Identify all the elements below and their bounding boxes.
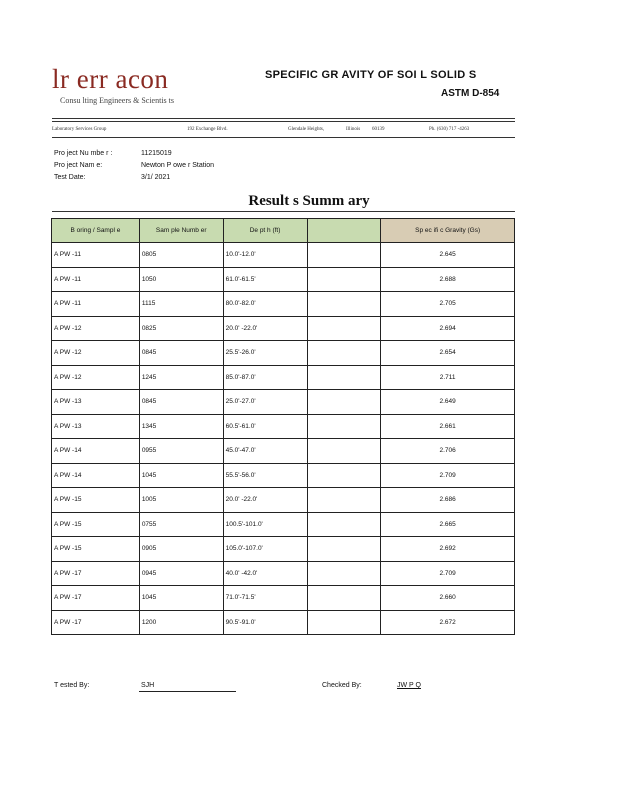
company-logo: lr err acon [52, 64, 169, 94]
table-row [52, 561, 515, 586]
cell-depth: 60.5'-61.0' [223, 414, 307, 439]
cell-specific-gravity: 2.711 [381, 365, 515, 390]
cell-boring: A PW -12 [52, 365, 140, 390]
cell-boring: A PW -15 [52, 488, 140, 513]
section-title: Result s Summ ary [248, 193, 370, 209]
tested-by-value: SJH [141, 682, 155, 689]
cell-specific-gravity: 2.665 [381, 512, 515, 537]
cell-blank [307, 341, 381, 366]
cell-sample-number: 1345 [139, 414, 223, 439]
cell-specific-gravity: 2.649 [381, 390, 515, 415]
table-row [52, 341, 515, 366]
cell-specific-gravity: 2.706 [381, 439, 515, 464]
table-row [52, 365, 515, 390]
cell-blank [307, 243, 381, 268]
cell-specific-gravity: 2.660 [381, 586, 515, 611]
cell-boring: A PW -11 [52, 267, 140, 292]
results-table [51, 218, 515, 635]
cell-specific-gravity: 2.709 [381, 561, 515, 586]
cell-sample-number: 0845 [139, 341, 223, 366]
cell-boring: A PW -13 [52, 390, 140, 415]
table-row [52, 414, 515, 439]
cell-blank [307, 292, 381, 317]
header-sample-number: Sam ple Numb er [139, 219, 223, 243]
table-row [52, 439, 515, 464]
cell-specific-gravity: 2.686 [381, 488, 515, 513]
cell-boring: A PW -11 [52, 243, 140, 268]
cell-sample-number: 1115 [139, 292, 223, 317]
cell-boring: A PW -15 [52, 537, 140, 562]
table-row [52, 243, 515, 268]
header-rule [52, 121, 515, 122]
cell-specific-gravity: 2.654 [381, 341, 515, 366]
cell-blank [307, 561, 381, 586]
project-number-value: 11215019 [141, 150, 172, 157]
cell-sample-number: 0755 [139, 512, 223, 537]
cell-sample-number: 0845 [139, 390, 223, 415]
cell-blank [307, 512, 381, 537]
address-street: 192 Exchange Blvd. [187, 127, 228, 132]
table-row [52, 512, 515, 537]
cell-depth: 55.5'-56.0' [223, 463, 307, 488]
address-zip: 60139 [372, 127, 385, 132]
cell-sample-number: 1005 [139, 488, 223, 513]
cell-boring: A PW -15 [52, 512, 140, 537]
project-number-label: Pro ject Nu mbe r : [54, 150, 113, 157]
project-name-label: Pro ject Nam e: [54, 162, 103, 169]
cell-depth: 20.0' -22.0' [223, 316, 307, 341]
header-blank [307, 219, 381, 243]
company-tagline: Consu lting Engineers & Scientis ts [60, 96, 174, 105]
cell-blank [307, 610, 381, 635]
cell-boring: A PW -17 [52, 561, 140, 586]
cell-sample-number: 0905 [139, 537, 223, 562]
checked-by-value: JW P Q [397, 682, 421, 689]
cell-specific-gravity: 2.705 [381, 292, 515, 317]
cell-specific-gravity: 2.688 [381, 267, 515, 292]
test-date-label: Test Date: [54, 174, 86, 181]
cell-depth: 40.0' -42.0' [223, 561, 307, 586]
cell-boring: A PW -12 [52, 341, 140, 366]
cell-boring: A PW -13 [52, 414, 140, 439]
page-title: SPECIFIC GR AVITY OF SOI L SOLID S [265, 69, 477, 81]
cell-depth: 10.0'-12.0' [223, 243, 307, 268]
table-row [52, 586, 515, 611]
cell-depth: 71.0'-71.5' [223, 586, 307, 611]
cell-depth: 80.0'-82.0' [223, 292, 307, 317]
cell-depth: 25.5'-26.0' [223, 341, 307, 366]
table-row [52, 610, 515, 635]
table-row [52, 463, 515, 488]
cell-specific-gravity: 2.694 [381, 316, 515, 341]
test-date-value: 3/1/ 2021 [141, 174, 171, 181]
cell-sample-number: 0945 [139, 561, 223, 586]
table-row [52, 267, 515, 292]
cell-boring: A PW -17 [52, 586, 140, 611]
section-rule [52, 211, 515, 212]
cell-specific-gravity: 2.645 [381, 243, 515, 268]
checked-by-label: Checked By: [322, 682, 362, 689]
cell-specific-gravity: 2.692 [381, 537, 515, 562]
table-row [52, 390, 515, 415]
cell-blank [307, 414, 381, 439]
address-rule [52, 137, 515, 138]
cell-depth: 85.0'-87.0' [223, 365, 307, 390]
table-row [52, 316, 515, 341]
standard-label: ASTM D-854 [441, 88, 500, 99]
cell-blank [307, 439, 381, 464]
cell-sample-number: 1200 [139, 610, 223, 635]
cell-boring: A PW -17 [52, 610, 140, 635]
cell-depth: 100.5'-101.0' [223, 512, 307, 537]
cell-depth: 61.0'-61.5' [223, 267, 307, 292]
cell-depth: 20.0' -22.0' [223, 488, 307, 513]
cell-blank [307, 488, 381, 513]
cell-specific-gravity: 2.672 [381, 610, 515, 635]
cell-depth: 90.5'-91.0' [223, 610, 307, 635]
header-depth: De pt h (ft) [223, 219, 307, 243]
address-group: Laboratory Services Group [52, 127, 107, 132]
cell-sample-number: 1045 [139, 586, 223, 611]
cell-blank [307, 365, 381, 390]
cell-specific-gravity: 2.661 [381, 414, 515, 439]
cell-depth: 25.0'-27.0' [223, 390, 307, 415]
cell-depth: 105.0'-107.0' [223, 537, 307, 562]
cell-sample-number: 1245 [139, 365, 223, 390]
cell-blank [307, 390, 381, 415]
table-row [52, 488, 515, 513]
cell-boring: A PW -11 [52, 292, 140, 317]
table-header-row [52, 219, 515, 243]
cell-boring: A PW -14 [52, 439, 140, 464]
cell-blank [307, 586, 381, 611]
cell-sample-number: 1050 [139, 267, 223, 292]
cell-blank [307, 267, 381, 292]
header-specific-gravity: Sp ec ifi c Gravity (Gs) [381, 219, 515, 243]
tested-by-label: T ested By: [54, 682, 90, 689]
tested-by-line [139, 691, 236, 692]
cell-blank [307, 463, 381, 488]
table-row [52, 292, 515, 317]
address-state: Illinois [346, 127, 361, 132]
address-city: Glendale Heights, [288, 127, 325, 132]
address-phone: Ph. (630) 717 -4263 [429, 127, 470, 132]
cell-blank [307, 537, 381, 562]
cell-sample-number: 0955 [139, 439, 223, 464]
cell-sample-number: 0805 [139, 243, 223, 268]
header-rule [52, 118, 515, 119]
table-row [52, 537, 515, 562]
header-boring-sample: B oring / Sampl e [52, 219, 140, 243]
cell-sample-number: 0825 [139, 316, 223, 341]
project-name-value: Newton P owe r Station [141, 162, 215, 169]
cell-depth: 45.0'-47.0' [223, 439, 307, 464]
cell-specific-gravity: 2.709 [381, 463, 515, 488]
cell-sample-number: 1045 [139, 463, 223, 488]
cell-boring: A PW -12 [52, 316, 140, 341]
cell-blank [307, 316, 381, 341]
cell-boring: A PW -14 [52, 463, 140, 488]
